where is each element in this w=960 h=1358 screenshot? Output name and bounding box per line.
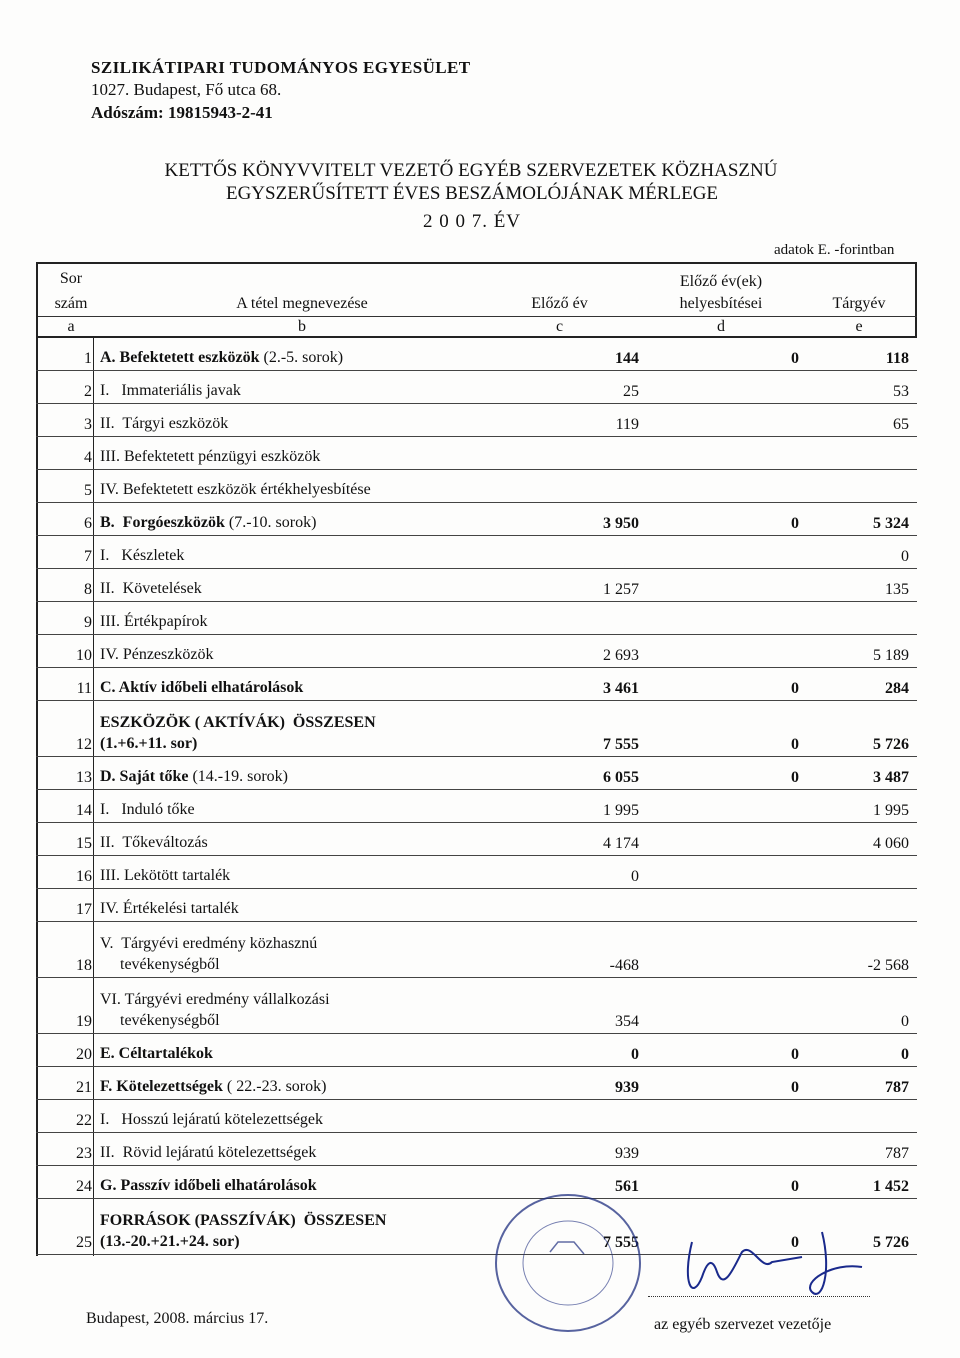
col-sor-label-2: szám xyxy=(54,295,88,312)
row-label xyxy=(100,413,228,434)
value-prev-year: 0 xyxy=(631,868,639,885)
row-label xyxy=(100,898,239,919)
row-label-text: A. Befektetett eszközök xyxy=(100,349,260,366)
col-letter-d: d xyxy=(717,318,725,335)
row-label xyxy=(100,1076,326,1097)
col-letter-e: e xyxy=(855,318,863,335)
row-number: 14 xyxy=(76,802,92,819)
value-adjustment: 0 xyxy=(791,515,799,532)
row-label-text: II. Követelések xyxy=(100,580,202,597)
row-label-text: V. Tárgyévi eredmény közhasznú xyxy=(100,935,318,952)
row-label-text: ESZKÖZÖK ( AKTÍVÁK) ÖSSZESEN xyxy=(100,714,376,731)
unit-note: adatok E. -forintban xyxy=(774,242,895,258)
value-adjustment: 0 xyxy=(791,680,799,697)
value-current-year: 5 189 xyxy=(873,647,909,664)
row-number: 10 xyxy=(76,647,92,664)
row-number: 15 xyxy=(76,835,92,852)
row-label xyxy=(100,766,288,787)
value-prev-year: 1 257 xyxy=(603,581,639,598)
value-prev-year: -468 xyxy=(609,957,639,974)
table-row xyxy=(36,978,917,1034)
row-label xyxy=(100,479,371,500)
row-number: 2 xyxy=(84,383,92,400)
row-label-text: VI. Tárgyévi eredmény vállalkozási xyxy=(100,991,330,1008)
table-row xyxy=(36,536,917,569)
value-prev-year: 1 995 xyxy=(603,802,639,819)
col-sor-label: Sor xyxy=(59,270,83,287)
value-prev-year: 7 555 xyxy=(603,736,639,753)
table-row xyxy=(36,757,917,790)
table-row xyxy=(36,371,917,404)
row-number: 8 xyxy=(84,581,92,598)
signature xyxy=(672,1222,882,1317)
value-prev-year: 354 xyxy=(615,1013,639,1030)
row-number: 1 xyxy=(84,350,92,367)
row-label xyxy=(100,989,330,1031)
row-label-text: III. Értékpapírok xyxy=(100,613,208,630)
footer-date: Budapest, 2008. március 17. xyxy=(86,1310,269,1327)
col-curr-label: Tárgyév xyxy=(832,295,886,312)
value-prev-year: 939 xyxy=(615,1079,639,1096)
row-number: 6 xyxy=(84,515,92,532)
row-label-cont: tevékenységből xyxy=(100,1012,220,1029)
row-label xyxy=(100,1142,316,1163)
value-current-year: 1 452 xyxy=(873,1178,909,1195)
value-adjustment: 0 xyxy=(791,1046,799,1063)
title-line-2: EGYSZERŰSÍTETT ÉVES BESZÁMOLÓJÁNAK MÉRLEGE xyxy=(225,183,719,204)
value-current-year: 53 xyxy=(893,383,909,400)
row-number: 18 xyxy=(76,957,92,974)
row-label xyxy=(100,1175,317,1196)
value-adjustment: 0 xyxy=(791,769,799,786)
value-prev-year: 939 xyxy=(615,1145,639,1162)
org-address: 1027. Budapest, Fő utca 68. xyxy=(91,80,282,99)
row-label xyxy=(100,677,303,698)
value-prev-year: 2 693 xyxy=(603,647,639,664)
col-name-label: A tétel megnevezése xyxy=(236,295,368,312)
value-adjustment: 0 xyxy=(791,1178,799,1195)
table-row xyxy=(36,701,917,757)
col-adj-label-2: helyesbítései xyxy=(679,295,763,312)
value-current-year: 787 xyxy=(885,1145,909,1162)
title-line-1: KETTŐS KÖNYVVITELT VEZETŐ EGYÉB SZERVEZETEK KÖZHASZNÚ xyxy=(164,160,778,181)
title-year: 2 0 0 7. ÉV xyxy=(422,211,522,232)
row-number: 25 xyxy=(76,1234,92,1251)
row-label xyxy=(100,446,320,467)
org-name: SZILIKÁTIPARI TUDOMÁNYOS EGYESÜLET xyxy=(91,58,471,77)
value-current-year: 0 xyxy=(901,1013,909,1030)
table-row xyxy=(36,856,917,889)
row-label-text: I. Készletek xyxy=(100,547,185,564)
value-prev-year: 3 950 xyxy=(603,515,639,532)
table-row xyxy=(36,1034,917,1067)
row-label-text: D. Saját tőke xyxy=(100,768,189,785)
row-number: 13 xyxy=(76,769,92,786)
row-label-text: II. Tárgyi eszközök xyxy=(100,415,229,432)
row-label-range: (14.-19. sorok) xyxy=(188,768,288,785)
row-label-text: III. Lekötött tartalék xyxy=(100,867,231,884)
value-adjustment: 0 xyxy=(791,350,799,367)
table-row xyxy=(36,790,917,823)
table-row xyxy=(36,437,917,470)
row-label-cont: tevékenységből xyxy=(100,956,220,973)
balance-sheet-table xyxy=(36,262,917,1256)
row-label xyxy=(100,712,376,754)
row-number: 20 xyxy=(76,1046,92,1063)
table-row xyxy=(36,569,917,602)
table-row xyxy=(36,1166,917,1199)
row-label xyxy=(100,512,316,533)
row-label-text: III. Befektetett pénzügyi eszközök xyxy=(100,448,321,465)
row-number: 19 xyxy=(76,1013,92,1030)
row-label-cont: (13.-20.+21.+24. sor) xyxy=(100,1233,240,1250)
value-prev-year: 25 xyxy=(623,383,639,400)
row-label-text: B. Forgóeszközök xyxy=(100,514,225,531)
row-label xyxy=(100,611,208,632)
row-number: 4 xyxy=(84,449,92,466)
col-letter-b: b xyxy=(298,318,306,335)
row-number: 11 xyxy=(76,680,92,697)
row-number: 22 xyxy=(76,1112,92,1129)
signatory-role: az egyéb szervezet vezetője xyxy=(654,1316,832,1333)
row-number: 7 xyxy=(84,548,92,565)
row-label xyxy=(100,1043,213,1064)
header-divider xyxy=(38,316,917,317)
row-number: 5 xyxy=(84,482,92,499)
row-label-text: II. Rövid lejáratú kötelezettségek xyxy=(100,1144,317,1161)
row-label-range: (2.-5. sorok) xyxy=(259,349,344,366)
organization-stamp xyxy=(488,1188,648,1343)
row-label-range: (7.-10. sorok) xyxy=(224,514,317,531)
row-label xyxy=(100,933,317,975)
row-label xyxy=(100,832,208,853)
row-label-text: I. Induló tőke xyxy=(100,801,195,818)
row-number: 21 xyxy=(76,1079,92,1096)
value-current-year: 5 726 xyxy=(873,736,909,753)
row-label xyxy=(100,1210,386,1252)
row-label-cont: (1.+6.+11. sor) xyxy=(100,735,198,752)
value-current-year: 5 726 xyxy=(873,1234,909,1251)
value-current-year: 5 324 xyxy=(873,515,909,532)
row-label-text: I. Immateriális javak xyxy=(100,382,241,399)
col-letter-c: c xyxy=(555,318,564,335)
value-prev-year: 4 174 xyxy=(603,835,639,852)
row-number: 9 xyxy=(84,614,92,631)
row-label-text: IV. Befektetett eszközök értékhelyesbítése xyxy=(100,481,371,498)
value-current-year: 65 xyxy=(893,416,909,433)
value-adjustment: 0 xyxy=(791,736,799,753)
value-prev-year: 144 xyxy=(615,350,639,367)
row-label xyxy=(100,644,213,665)
table-row xyxy=(36,635,917,668)
value-current-year: 135 xyxy=(885,581,909,598)
value-current-year: 787 xyxy=(885,1079,909,1096)
value-prev-year: 6 055 xyxy=(603,769,639,786)
value-prev-year: 119 xyxy=(615,416,639,433)
table-row xyxy=(36,503,917,536)
org-tax-id: Adószám: 19815943-2-41 xyxy=(91,103,273,122)
row-number: 17 xyxy=(76,901,92,918)
value-current-year: 284 xyxy=(885,680,909,697)
value-adjustment: 0 xyxy=(791,1234,799,1251)
row-label-text: IV. Értékelési tartalék xyxy=(100,900,239,917)
table-row xyxy=(36,922,917,978)
row-label-text: FORRÁSOK (PASSZÍVÁK) ÖSSZESEN xyxy=(100,1212,387,1229)
row-number: 23 xyxy=(76,1145,92,1162)
row-label-text: F. Kötelezettségek xyxy=(100,1078,223,1095)
value-prev-year: 7 555 xyxy=(603,1234,639,1251)
column-header xyxy=(36,262,917,338)
value-prev-year: 0 xyxy=(631,1046,639,1063)
row-label xyxy=(100,545,184,566)
value-current-year: -2 568 xyxy=(867,957,909,974)
table-row xyxy=(36,1133,917,1166)
row-label-text: IV. Pénzeszközök xyxy=(100,646,214,663)
value-adjustment: 0 xyxy=(791,1079,799,1096)
table-row xyxy=(36,889,917,922)
row-label xyxy=(100,865,230,886)
row-label-range: ( 22.-23. sorok) xyxy=(222,1078,327,1095)
row-label xyxy=(100,799,195,820)
table-row xyxy=(36,1067,917,1100)
row-label xyxy=(100,347,343,368)
value-current-year: 1 995 xyxy=(873,802,909,819)
value-prev-year: 3 461 xyxy=(603,680,639,697)
table-row xyxy=(36,1100,917,1133)
row-label-text: C. Aktív időbeli elhatárolások xyxy=(100,679,304,696)
row-number: 12 xyxy=(76,736,92,753)
row-label xyxy=(100,578,202,599)
table-row xyxy=(36,823,917,856)
col-adj-label: Előző év(ek) xyxy=(679,273,763,290)
col-prev-label: Előző év xyxy=(531,295,588,312)
row-number: 24 xyxy=(76,1178,92,1195)
row-label-text: G. Passzív időbeli elhatárolások xyxy=(100,1177,317,1194)
table-row xyxy=(36,338,917,371)
row-label xyxy=(100,380,241,401)
table-row xyxy=(36,602,917,635)
value-current-year: 0 xyxy=(901,548,909,565)
row-number: 16 xyxy=(76,868,92,885)
value-prev-year: 561 xyxy=(615,1178,639,1195)
value-current-year: 118 xyxy=(885,350,909,367)
value-current-year: 0 xyxy=(901,1046,909,1063)
table-row xyxy=(36,404,917,437)
table-row xyxy=(36,470,917,503)
row-label xyxy=(100,1109,323,1130)
row-label-text: II. Tőkeváltozás xyxy=(100,834,208,851)
value-current-year: 3 487 xyxy=(873,769,909,786)
col-letter-a: a xyxy=(67,318,75,335)
row-label-text: I. Hosszú lejáratú kötelezettségek xyxy=(100,1111,324,1128)
value-current-year: 4 060 xyxy=(873,835,909,852)
row-label-text: E. Céltartalékok xyxy=(100,1045,213,1062)
table-row xyxy=(36,668,917,701)
row-number: 3 xyxy=(84,416,92,433)
